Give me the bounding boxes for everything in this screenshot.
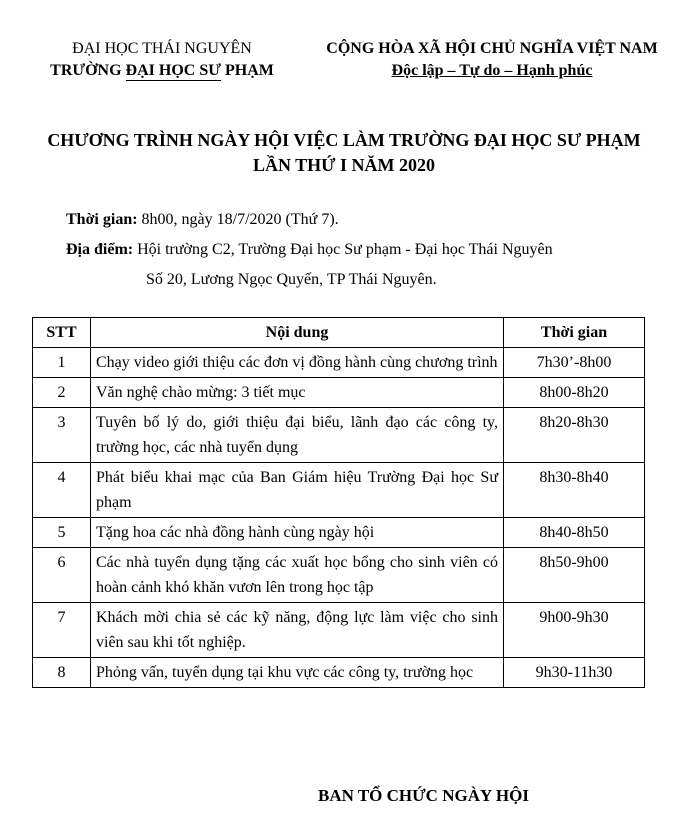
- table-row: [33, 518, 645, 548]
- row-content: Phỏng vấn, tuyển dụng tại khu vực các công ty, trường học: [91, 658, 504, 688]
- column-header-time: Thời gian: [504, 318, 645, 348]
- national-title: CỘNG HÒA XÃ HỘI CHỦ NGHĨA VIỆT NAM: [326, 40, 658, 57]
- issuer-header: [28, 38, 296, 82]
- table-row: [33, 463, 645, 518]
- table-row: [33, 603, 645, 658]
- row-time: 9h30-11h30: [504, 658, 645, 688]
- event-time: Thời gian: 8h00, ngày 18/7/2020 (Thứ 7).: [66, 211, 339, 228]
- row-stt: 4: [33, 463, 91, 518]
- row-content: Tuyên bố lý do, giới thiệu đại biểu, lãnh đạo các công ty, trường học, các nhà tuyển dụng: [91, 408, 504, 463]
- row-content: Tặng hoa các nhà đồng hành cùng ngày hội: [91, 518, 504, 548]
- table-row: [33, 408, 645, 463]
- event-place: Địa điểm: Hội trường C2, Trường Đại học Sư phạm - Đại học Thái Nguyên: [66, 241, 553, 258]
- event-address: Số 20, Lương Ngọc Quyến, TP Thái Nguyên.: [146, 271, 437, 288]
- row-stt: 1: [33, 348, 91, 378]
- row-time: 8h50-9h00: [504, 548, 645, 603]
- row-content: Khách mời chia sẻ các kỹ năng, động lực làm việc cho sinh viên sau khi tốt nghiệp.: [91, 603, 504, 658]
- row-content: Các nhà tuyển dụng tặng các xuất học bổng cho sinh viên có hoàn cảnh khó khăn vươn lên trong học tập: [91, 548, 504, 603]
- table-row: [33, 658, 645, 688]
- row-content: Văn nghệ chào mừng: 3 tiết mục: [91, 378, 504, 408]
- row-stt: 3: [33, 408, 91, 463]
- row-time: 8h00-8h20: [504, 378, 645, 408]
- row-stt: 6: [33, 548, 91, 603]
- organizer-signature: BAN TỔ CHỨC NGÀY HỘI: [318, 786, 529, 805]
- table-row: [33, 348, 645, 378]
- row-stt: 8: [33, 658, 91, 688]
- row-time: 8h20-8h30: [504, 408, 645, 463]
- column-header-content: Nội dung: [91, 318, 504, 348]
- program-table: [32, 317, 645, 688]
- row-time: 8h40-8h50: [504, 518, 645, 548]
- program-title-line1: CHƯƠNG TRÌNH NGÀY HỘI VIỆC LÀM TRƯỜNG ĐẠI HỌC SƯ PHẠM: [47, 130, 641, 150]
- table-header-row: [33, 318, 645, 348]
- row-stt: 7: [33, 603, 91, 658]
- national-header: [296, 38, 688, 82]
- row-content: Chạy video giới thiệu các đơn vị đồng hành cùng chương trình: [91, 348, 504, 378]
- row-stt: 5: [33, 518, 91, 548]
- program-title: [0, 128, 688, 178]
- row-time: 8h30-8h40: [504, 463, 645, 518]
- row-time: 9h00-9h30: [504, 603, 645, 658]
- national-motto: Độc lập – Tự do – Hạnh phúc: [391, 62, 593, 79]
- program-title-line2: LẦN THỨ I NĂM 2020: [252, 155, 435, 175]
- event-info: [66, 205, 553, 295]
- school-name: TRƯỜNG ĐẠI HỌC SƯ PHẠM: [50, 62, 274, 79]
- row-content: Phát biểu khai mạc của Ban Giám hiệu Trường Đại học Sư phạm: [91, 463, 504, 518]
- table-row: [33, 548, 645, 603]
- table-row: [33, 378, 645, 408]
- row-time: 7h30’-8h00: [504, 348, 645, 378]
- university-name: ĐẠI HỌC THÁI NGUYÊN: [72, 40, 252, 57]
- row-stt: 2: [33, 378, 91, 408]
- column-header-stt: STT: [33, 318, 91, 348]
